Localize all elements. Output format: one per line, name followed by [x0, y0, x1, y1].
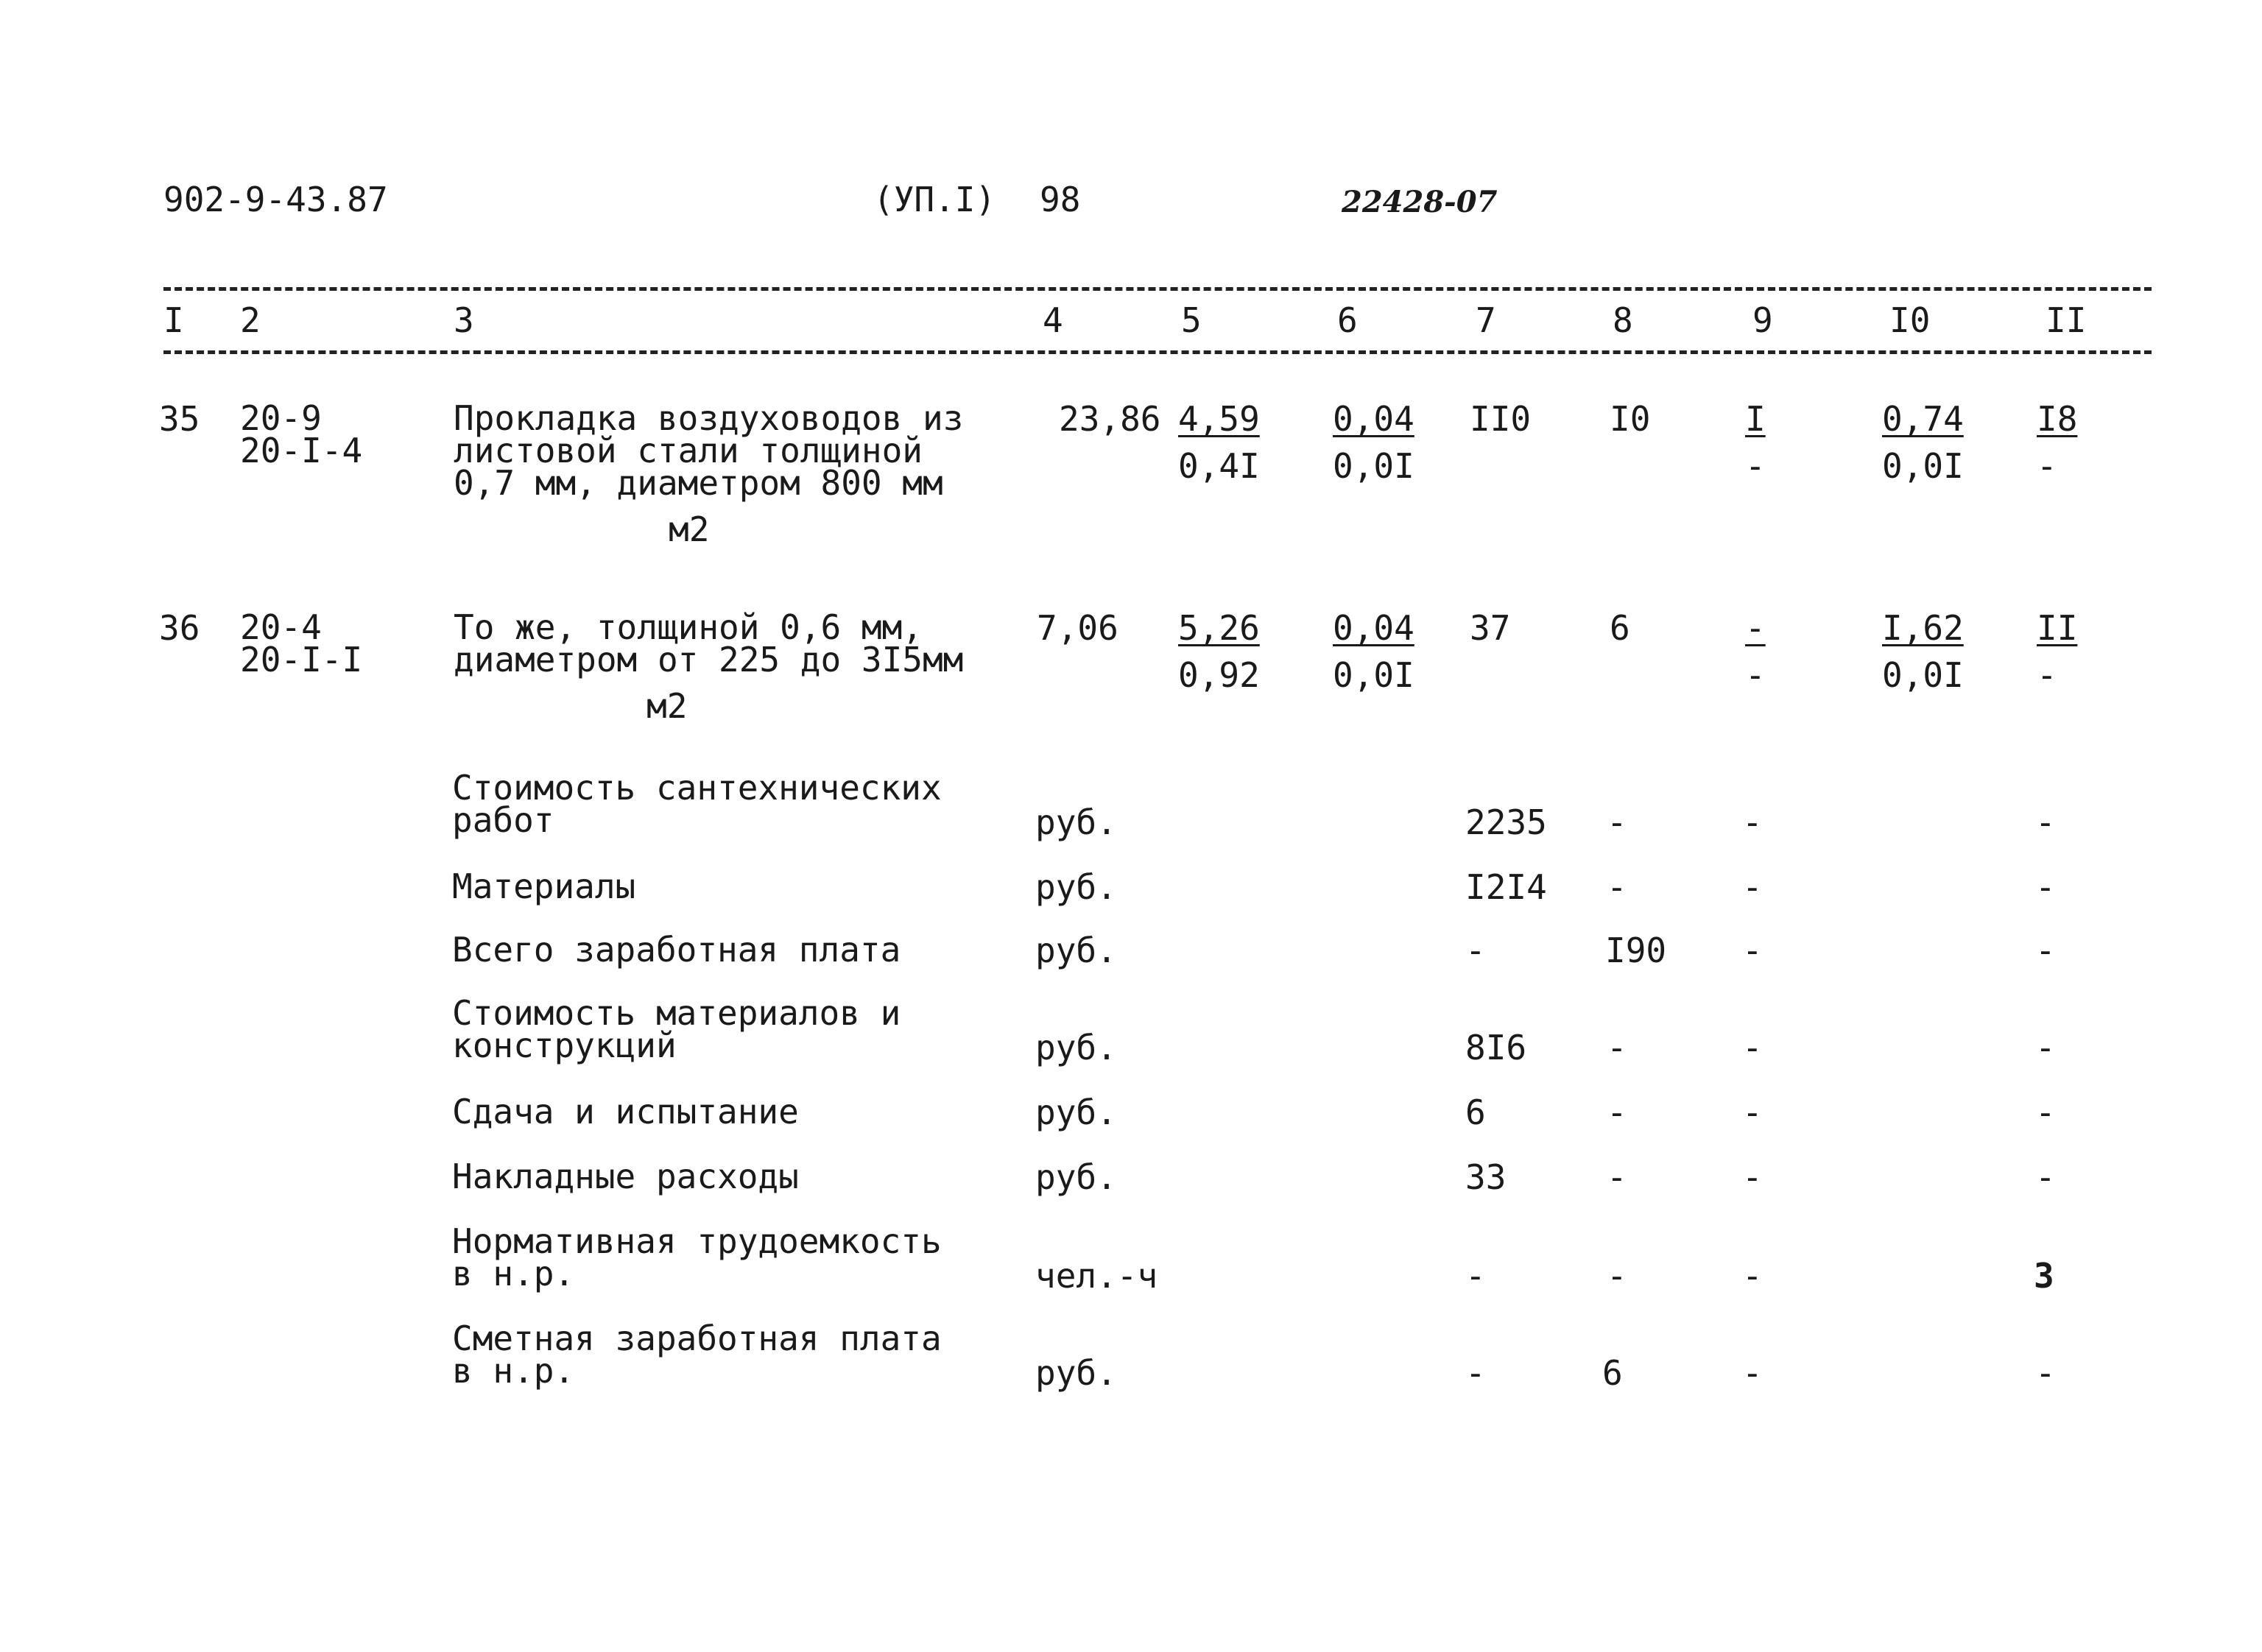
column-number: 6: [1337, 300, 1358, 340]
row-codes: 20-4 20-I-I: [240, 607, 363, 679]
summary-col8: I90: [1605, 931, 1667, 970]
summary-unit: руб.: [1035, 1353, 1117, 1393]
col5-top-value: 4,59: [1178, 399, 1260, 439]
summary-label: Стоимость материалов и конструкций: [452, 993, 901, 1065]
summary-unit: руб.: [1035, 1028, 1117, 1067]
column-number: 7: [1476, 300, 1496, 340]
summary-col8: 6: [1602, 1353, 1623, 1393]
row-number: 36: [159, 608, 200, 648]
col7-value: 37: [1470, 608, 1511, 648]
summary-col11: -: [2035, 1157, 2056, 1197]
col10-bottom-value: 0,0I: [1882, 446, 1964, 486]
summary-col7: -: [1465, 931, 1486, 970]
summary-col11: -: [2035, 867, 2056, 907]
section-label: (УП.I): [873, 180, 996, 219]
row-description: Прокладка воздуховодов из листовой стали толщиной 0,7 мм, диаметром 800 мм: [454, 398, 964, 503]
column-number: 4: [1043, 300, 1063, 340]
column-number: 9: [1752, 300, 1773, 340]
col9-top-value: I: [1745, 399, 1766, 439]
summary-col11: -: [2035, 1028, 2056, 1067]
summary-col7: 33: [1465, 1157, 1507, 1197]
summary-col7: 6: [1465, 1092, 1486, 1132]
row-number: 35: [159, 399, 200, 439]
col11-top-value: II: [2037, 608, 2078, 648]
col11-top-value: I8: [2037, 399, 2078, 439]
summary-col11: 3: [2034, 1256, 2054, 1296]
col6-bottom-value: 0,0I: [1333, 446, 1414, 486]
column-number: 2: [240, 300, 261, 340]
summary-unit: руб.: [1035, 802, 1117, 842]
row-unit: м2: [669, 509, 710, 549]
page-number: 98: [1040, 180, 1081, 219]
summary-col7: -: [1465, 1256, 1486, 1296]
summary-col8: -: [1607, 1092, 1627, 1132]
row-description: То же, толщиной 0,6 мм, диаметром от 225 до 3I5мм: [454, 607, 964, 679]
summary-label: Сметная заработная плата в н.р.: [452, 1319, 942, 1391]
col7-value: II0: [1470, 399, 1532, 439]
col9-bottom-value: -: [1745, 655, 1766, 695]
summary-col9: -: [1742, 1157, 1763, 1197]
col4-value: 23,86: [1059, 399, 1161, 439]
summary-col8: -: [1607, 1157, 1627, 1197]
row-codes: 20-9 20-I-4: [240, 398, 363, 470]
summary-unit: руб.: [1035, 1092, 1117, 1132]
col8-value: 6: [1610, 608, 1630, 648]
column-number: I: [163, 300, 184, 340]
summary-unit: руб.: [1035, 867, 1117, 907]
summary-label: Накладные расходы: [452, 1157, 799, 1196]
summary-col9: -: [1742, 802, 1763, 842]
summary-col9: -: [1742, 1353, 1763, 1393]
summary-label: Сдача и испытание: [452, 1092, 799, 1132]
col11-bottom-value: -: [2037, 446, 2057, 486]
summary-col8: -: [1607, 1028, 1627, 1067]
col10-top-value: I,62: [1882, 608, 1964, 648]
col6-top-value: 0,04: [1333, 608, 1414, 648]
header-rule-bottom: [163, 350, 2152, 354]
column-number: 5: [1181, 300, 1202, 340]
summary-col8: -: [1607, 802, 1627, 842]
col6-bottom-value: 0,0I: [1333, 655, 1414, 695]
summary-label: Всего заработная плата: [452, 930, 901, 970]
summary-col8: -: [1607, 867, 1627, 907]
column-number: II: [2046, 300, 2087, 340]
column-number: I0: [1889, 300, 1931, 340]
col5-bottom-value: 0,92: [1178, 655, 1260, 695]
summary-col9: -: [1742, 1028, 1763, 1067]
summary-label: Стоимость сантехнических работ: [452, 768, 942, 840]
summary-col7: 8I6: [1465, 1028, 1527, 1067]
col6-top-value: 0,04: [1333, 399, 1414, 439]
header-rule-top: [163, 287, 2152, 291]
summary-col9: -: [1742, 867, 1763, 907]
column-number: 3: [454, 300, 474, 340]
summary-col11: -: [2035, 1092, 2056, 1132]
summary-col9: -: [1742, 1092, 1763, 1132]
col11-bottom-value: -: [2037, 655, 2057, 695]
summary-col7: 2235: [1465, 802, 1547, 842]
summary-col7: -: [1465, 1353, 1486, 1393]
column-number: 8: [1613, 300, 1633, 340]
col9-bottom-value: -: [1745, 446, 1766, 486]
summary-col11: -: [2035, 802, 2056, 842]
row-unit: м2: [646, 686, 688, 726]
col8-value: I0: [1610, 399, 1651, 439]
summary-col9: -: [1742, 1256, 1763, 1296]
col10-top-value: 0,74: [1882, 399, 1964, 439]
summary-label: Нормативная трудоемкость в н.р.: [452, 1221, 942, 1293]
summary-col11: -: [2035, 931, 2056, 970]
summary-col8: -: [1607, 1256, 1627, 1296]
col10-bottom-value: 0,0I: [1882, 655, 1964, 695]
summary-label: Материалы: [452, 866, 636, 906]
summary-col11: -: [2035, 1353, 2056, 1393]
col4-value: 7,06: [1037, 608, 1118, 648]
col5-bottom-value: 0,4I: [1178, 446, 1260, 486]
col9-top-value: -: [1745, 608, 1766, 648]
summary-unit: руб.: [1035, 931, 1117, 970]
document-code: 902-9-43.87: [163, 180, 388, 219]
summary-col7: I2I4: [1465, 867, 1547, 907]
summary-unit: руб.: [1035, 1157, 1117, 1197]
col5-top-value: 5,26: [1178, 608, 1260, 648]
summary-unit: чел.-ч: [1035, 1256, 1158, 1296]
handwritten-stamp: 22428-07: [1342, 185, 1498, 219]
summary-col9: -: [1742, 931, 1763, 970]
